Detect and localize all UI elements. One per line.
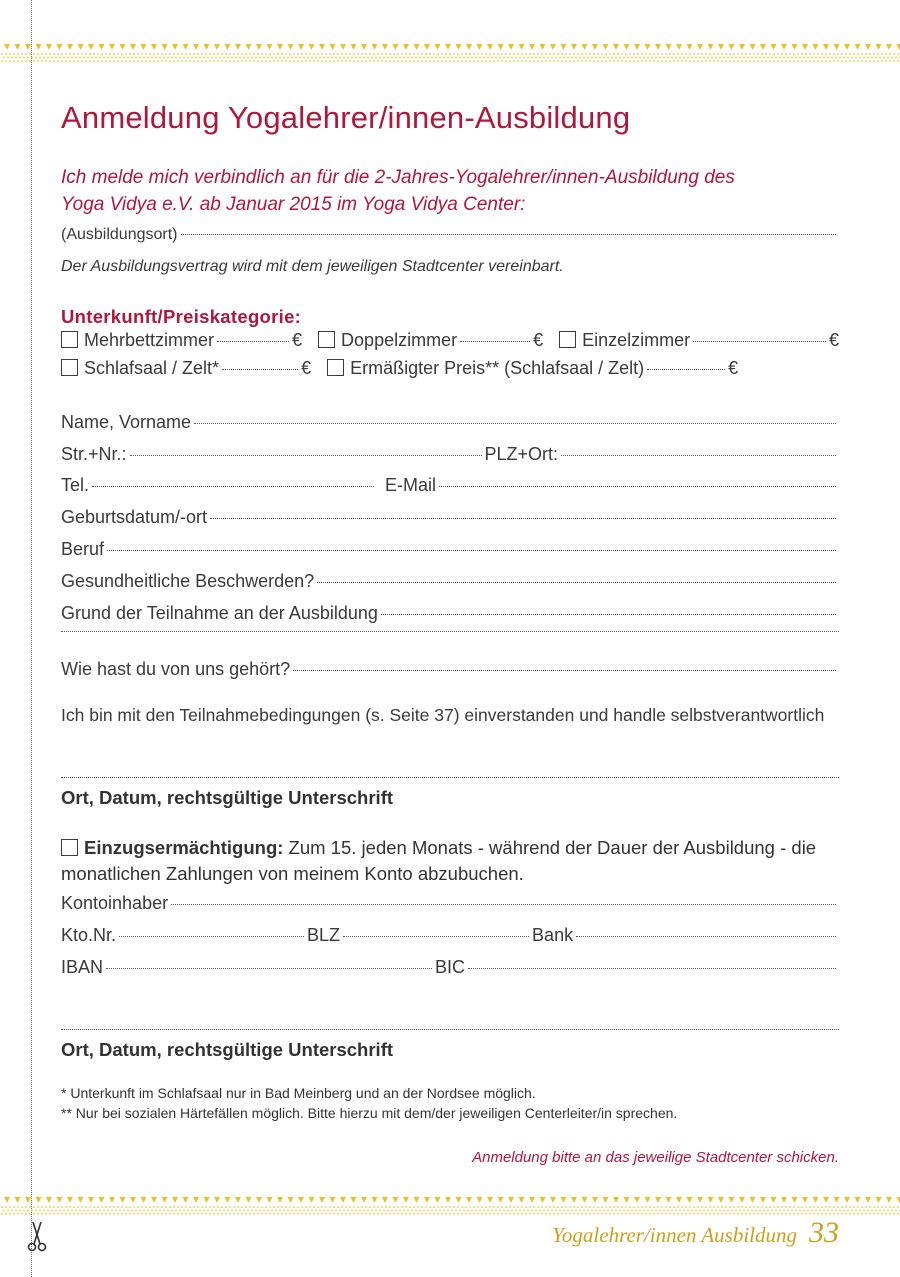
health-label: Gesundheitliche Beschwerden? <box>61 571 315 591</box>
checkbox-icon[interactable] <box>318 331 335 348</box>
top-border <box>0 40 900 66</box>
signature-line-2[interactable] <box>61 1029 839 1030</box>
bank-label: Bank <box>532 925 574 945</box>
heard-row <box>61 659 839 691</box>
plz-field[interactable] <box>561 455 836 456</box>
currency-symbol: € <box>533 330 544 350</box>
accommodation-row-2 <box>61 358 839 386</box>
tel-field[interactable] <box>92 486 374 487</box>
job-field[interactable] <box>107 550 836 551</box>
checkbox-icon[interactable] <box>61 839 78 856</box>
address-row <box>61 444 839 475</box>
tel-label: Tel. <box>61 475 90 495</box>
option-doppelzimmer[interactable] <box>318 330 457 351</box>
bank-field[interactable] <box>576 936 836 937</box>
street-field[interactable] <box>130 455 482 456</box>
price-field[interactable] <box>647 369 725 370</box>
option-mehrbettzimmer[interactable] <box>61 330 214 351</box>
currency-symbol: € <box>292 330 303 350</box>
bic-label: BIC <box>435 957 466 977</box>
option-ermaessigt[interactable] <box>327 358 644 379</box>
price-field[interactable] <box>693 341 826 342</box>
iban-field[interactable] <box>106 968 432 969</box>
iban-row <box>61 957 839 989</box>
reason-field[interactable] <box>381 614 836 615</box>
currency-symbol: € <box>301 358 312 378</box>
registration-form <box>61 100 839 1166</box>
bic-field[interactable] <box>468 968 836 969</box>
footnotes <box>61 1083 839 1123</box>
footnote-2: ** Nur bei sozialen Härtefällen möglich. Bitte hierzu mit dem/der jeweiligen Centerleiter/in sprechen. <box>61 1105 678 1121</box>
debit-block <box>61 835 839 887</box>
debit-text-2: monatlichen Zahlungen von meinem Konto abzubuchen. <box>61 863 524 884</box>
price-field[interactable] <box>460 341 530 342</box>
job-row <box>61 539 839 571</box>
checkbox-icon[interactable] <box>559 331 576 348</box>
accommodation-heading: Unterkunft/Preiskategorie: <box>61 306 302 327</box>
reason-label: Grund der Teilnahme an der Ausbildung <box>61 603 378 623</box>
option-label: Ermäßigter Preis** (Schlafsaal / Zelt) <box>350 358 645 378</box>
signature-line[interactable] <box>61 777 839 778</box>
birth-label: Geburtsdatum/-ort <box>61 507 208 527</box>
blz-field[interactable] <box>343 936 529 937</box>
name-row <box>61 412 839 444</box>
heard-field[interactable] <box>293 670 836 671</box>
health-row <box>61 571 839 603</box>
owner-label: Kontoinhaber <box>61 893 169 913</box>
location-row <box>61 226 839 256</box>
footnote-1: * Unterkunft im Schlafsaal nur in Bad Meinberg und an der Nordsee möglich. <box>61 1085 536 1101</box>
reason-field-2[interactable] <box>61 631 839 632</box>
option-label: Schlafsaal / Zelt* <box>84 358 220 378</box>
agreement-text: Ich bin mit den Teilnahmebedingungen (s. Seite 37) einverstanden und handle selbstverantwortlich <box>61 705 825 725</box>
scissors-icon <box>24 1222 50 1252</box>
reason-row-2 <box>61 635 839 659</box>
page-number: 33 <box>809 1216 839 1249</box>
account-field[interactable] <box>119 936 304 937</box>
debit-text-1: Zum 15. jeden Monats - während der Dauer der Ausbildung - die <box>288 837 817 858</box>
option-label: Doppelzimmer <box>341 330 458 350</box>
owner-row <box>61 893 839 925</box>
bank-row <box>61 925 839 957</box>
page-footer <box>552 1216 839 1250</box>
iban-label: IBAN <box>61 957 104 977</box>
checkbox-icon[interactable] <box>61 359 78 376</box>
heard-label: Wie hast du von uns gehört? <box>61 659 291 679</box>
signature-label-2: Ort, Datum, rechtsgültige Unterschrift <box>61 1039 394 1060</box>
location-field[interactable] <box>181 234 837 235</box>
blz-label: BLZ <box>307 925 341 945</box>
contact-row <box>61 475 839 507</box>
currency-symbol: € <box>728 358 739 378</box>
intro-text <box>61 164 839 218</box>
name-label: Name, Vorname <box>61 412 192 432</box>
name-field[interactable] <box>194 423 836 424</box>
intro-line-2: Yoga Vidya e.V. ab Januar 2015 im Yoga Vidya Center: <box>61 194 526 215</box>
option-label: Mehrbettzimmer <box>84 330 215 350</box>
plz-label: PLZ+Ort: <box>484 444 559 464</box>
location-note: Der Ausbildungsvertrag wird mit dem jeweiligen Stadtcenter vereinbart. <box>61 258 564 275</box>
owner-field[interactable] <box>171 904 836 905</box>
checkbox-icon[interactable] <box>327 359 344 376</box>
price-field[interactable] <box>222 369 298 370</box>
health-field[interactable] <box>317 582 836 583</box>
option-schlafsaal[interactable] <box>61 358 219 379</box>
location-label: (Ausbildungsort) <box>61 226 178 243</box>
currency-symbol: € <box>828 330 839 350</box>
birth-field[interactable] <box>210 518 836 519</box>
checkbox-icon[interactable] <box>61 331 78 348</box>
job-label: Beruf <box>61 539 105 559</box>
intro-line-1: Ich melde mich verbindlich an für die 2-Jahres-Yogalehrer/innen-Ausbildung des <box>61 167 735 188</box>
page-title: Anmeldung Yogalehrer/innen-Ausbildung <box>61 100 631 135</box>
price-field[interactable] <box>217 341 289 342</box>
option-label: Einzelzimmer <box>582 330 691 350</box>
debit-label: Einzugsermächtigung: <box>84 837 284 858</box>
agreement-row <box>61 705 839 735</box>
option-einzelzimmer[interactable] <box>559 330 690 351</box>
email-label: E-Mail <box>385 475 437 495</box>
accommodation-row-1 <box>61 330 839 358</box>
street-label: Str.+Nr.: <box>61 444 127 464</box>
send-note: Anmeldung bitte an das jeweilige Stadtcenter schicken. <box>472 1149 839 1166</box>
signature-label: Ort, Datum, rechtsgültige Unterschrift <box>61 787 394 808</box>
email-field[interactable] <box>439 486 836 487</box>
cut-line <box>31 0 32 1277</box>
account-label: Kto.Nr. <box>61 925 117 945</box>
birth-row <box>61 507 839 539</box>
footer-text: Yogalehrer/innen Ausbildung <box>552 1223 797 1247</box>
